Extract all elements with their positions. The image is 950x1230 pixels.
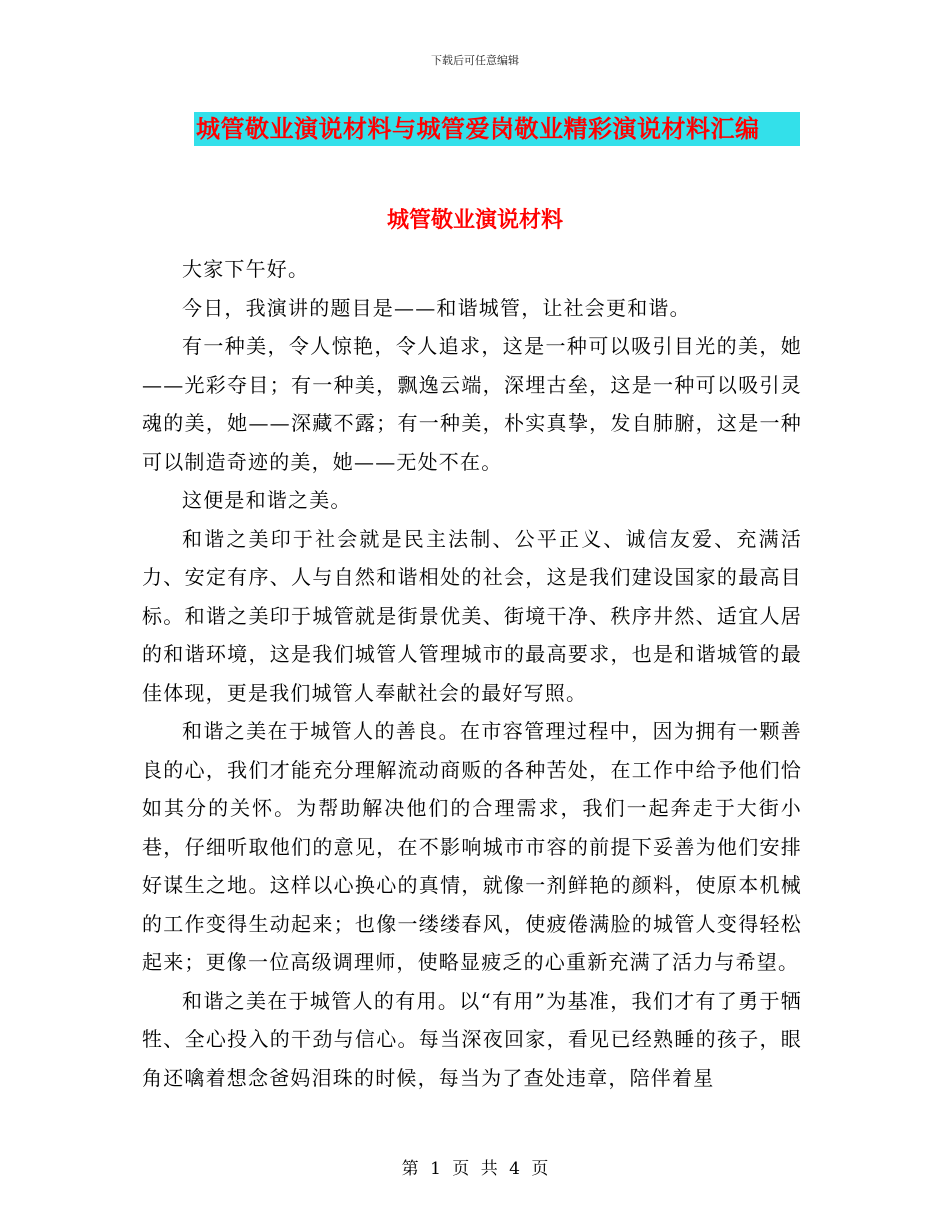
paragraph: 这便是和谐之美。: [182, 488, 352, 512]
paragraph: 今日，我演讲的题目是——和谐城管，让社会更和谐。: [182, 295, 691, 320]
paragraph: 有一种美，令人惊艳，令人追求，这是一种可以吸引目光的美，她——光彩夺目；有一种美，飘逸云端，深埋古垒，这是一种可以吸引灵魂的美，她——深藏不露；有一种美，朴实真挚，发自肺腑，这是一种可以制造奇迹的美，她——无处不在。: [142, 334, 802, 474]
paragraph: 和谐之美在于城管人的善良。在市容管理过程中，因为拥有一颗善良的心，我们才能充分理解流动商贩的各种苦处，在工作中给予他们恰如其分的关怀。为帮助解决他们的合理需求，我们一起奔走于大街小巷，仔细听取他们的意见，在不影响城市市容的前提下妥善为他们安排好谋生之地。这样以心换心的真情，就像一剂鲜艳的颜料，使原本机械的工作变得生动起来；也像一缕缕春风，使疲倦满脸的城管人变得轻松起来；更像一位高级调理师，使略显疲乏的心重新充满了活力与希望。: [142, 719, 802, 974]
document-body: [142, 250, 802, 1097]
paragraph: 和谐之美在于城管人的有用。以“有用”为基准，我们才有了勇于牺牲、全心投入的干劲与信心。每当深夜回家，看见已经熟睡的孩子，眼角还噙着想念爸妈泪珠的时候，每当为了查处违章，陪伴着星: [142, 988, 802, 1090]
paragraph: 和谐之美印于社会就是民主法制、公平正义、诚信友爱、充满活力、安定有序、人与自然和谐相处的社会，这是我们建设国家的最高目标。和谐之美印于城管就是街景优美、街境干净、秩序井然、适宜人居的和谐环境，这是我们城管人管理城市的最高要求，也是和谐城管的最佳体现，更是我们城管人奉献社会的最好写照。: [142, 526, 802, 705]
page-footer: 第 1 页 共 4 页: [401, 1159, 549, 1179]
main-title-highlight: [194, 112, 800, 146]
paragraph: 大家下午好。: [182, 257, 310, 281]
main-title: 城管敬业演说材料与城管爱岗敬业精彩演说材料汇编: [196, 115, 760, 143]
page-header-note: 下载后可任意编辑: [431, 54, 519, 67]
section-title: 城管敬业演说材料: [386, 208, 563, 233]
